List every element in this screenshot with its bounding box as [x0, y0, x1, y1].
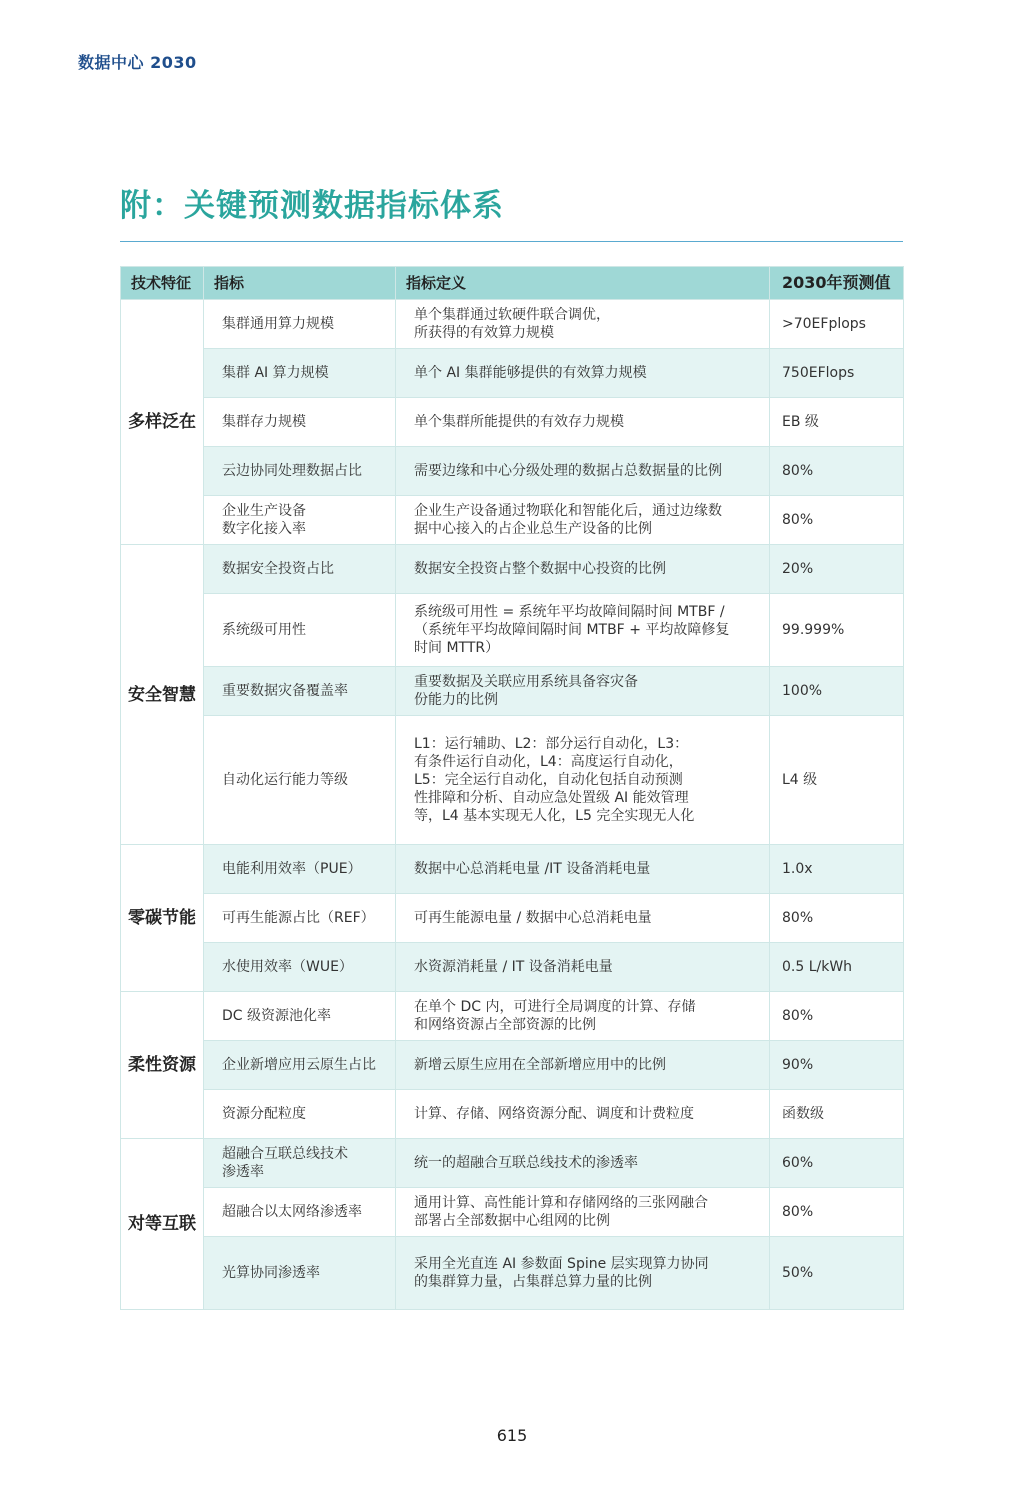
table-row	[121, 845, 904, 894]
page-number: 615	[496, 1426, 528, 1445]
metric-cell: 系统级可用性	[204, 594, 396, 667]
column-header-metric: 指标	[204, 267, 396, 300]
table-row	[121, 1090, 904, 1139]
category-cell: 多样泛在	[121, 300, 204, 545]
forecast-value-cell: 20%	[770, 545, 904, 594]
definition-cell: 计算、存储、网络资源分配、调度和计费粒度	[396, 1090, 770, 1139]
definition-cell: 可再生能源电量 / 数据中心总消耗电量	[396, 894, 770, 943]
column-header-feature: 技术特征	[121, 267, 204, 300]
metric-cell: 企业新增应用云原生占比	[204, 1041, 396, 1090]
metric-cell: 重要数据灾备覆盖率	[204, 667, 396, 716]
metric-cell: 光算协同渗透率	[204, 1237, 396, 1310]
metric-cell: 电能利用效率（PUE）	[204, 845, 396, 894]
table-row	[121, 447, 904, 496]
definition-cell: 数据安全投资占整个数据中心投资的比例	[396, 545, 770, 594]
forecast-value-cell: 80%	[770, 1188, 904, 1237]
definition-cell: 系统级可用性 = 系统年平均故障间隔时间 MTBF / （系统年平均故障间隔时间 MTBF + 平均故障修复 时间 MTTR）	[396, 594, 770, 667]
metric-cell: 自动化运行能力等级	[204, 716, 396, 845]
forecast-value-cell: L4 级	[770, 716, 904, 845]
metric-cell: 超融合互联总线技术 渗透率	[204, 1139, 396, 1188]
forecast-value-cell: 80%	[770, 894, 904, 943]
definition-cell: 重要数据及关联应用系统具备容灾备 份能力的比例	[396, 667, 770, 716]
table-row	[121, 716, 904, 845]
metric-cell: 可再生能源占比（REF）	[204, 894, 396, 943]
definition-cell: 单个集群通过软硬件联合调优， 所获得的有效算力规模	[396, 300, 770, 349]
metric-cell: 集群 AI 算力规模	[204, 349, 396, 398]
table-row	[121, 1139, 904, 1188]
category-cell: 对等互联	[121, 1139, 204, 1310]
metric-cell: 集群存力规模	[204, 398, 396, 447]
forecast-value-cell: 80%	[770, 992, 904, 1041]
metric-cell: 云边协同处理数据占比	[204, 447, 396, 496]
forecast-value-cell: 750EFlops	[770, 349, 904, 398]
forecast-value-cell: 50%	[770, 1237, 904, 1310]
metric-cell: 资源分配粒度	[204, 1090, 396, 1139]
definition-cell: 采用全光直连 AI 参数面 Spine 层实现算力协同 的集群算力量，占集群总算力量的比例	[396, 1237, 770, 1310]
definition-cell: 水资源消耗量 / IT 设备消耗电量	[396, 943, 770, 992]
table-row	[121, 496, 904, 545]
category-cell: 柔性资源	[121, 992, 204, 1139]
forecast-value-cell: 1.0x	[770, 845, 904, 894]
definition-cell: 在单个 DC 内，可进行全局调度的计算、存储 和网络资源占全部资源的比例	[396, 992, 770, 1041]
table-row	[121, 545, 904, 594]
table-row	[121, 594, 904, 667]
metric-cell: 企业生产设备 数字化接入率	[204, 496, 396, 545]
definition-cell: 单个集群所能提供的有效存力规模	[396, 398, 770, 447]
forecast-value-cell: 100%	[770, 667, 904, 716]
page-title: 附：关键预测数据指标体系	[120, 188, 504, 224]
table-header-row	[121, 267, 904, 300]
column-header-definition: 指标定义	[396, 267, 770, 300]
forecast-value-cell: 函数级	[770, 1090, 904, 1139]
definition-cell: 单个 AI 集群能够提供的有效算力规模	[396, 349, 770, 398]
definition-cell: 企业生产设备通过物联化和智能化后，通过边缘数 据中心接入的占企业总生产设备的比例	[396, 496, 770, 545]
forecast-value-cell: EB 级	[770, 398, 904, 447]
indicator-table	[120, 266, 904, 1310]
table-row	[121, 349, 904, 398]
table-row	[121, 398, 904, 447]
definition-cell: 需要边缘和中心分级处理的数据占总数据量的比例	[396, 447, 770, 496]
table-row	[121, 1188, 904, 1237]
definition-cell: 通用计算、高性能计算和存储网络的三张网融合 部署占全部数据中心组网的比例	[396, 1188, 770, 1237]
metric-cell: 水使用效率（WUE）	[204, 943, 396, 992]
table-row	[121, 943, 904, 992]
forecast-value-cell: 90%	[770, 1041, 904, 1090]
table-row	[121, 300, 904, 349]
forecast-value-cell: 80%	[770, 496, 904, 545]
forecast-value-cell: 99.999%	[770, 594, 904, 667]
table-row	[121, 894, 904, 943]
table-row	[121, 1041, 904, 1090]
metric-cell: DC 级资源池化率	[204, 992, 396, 1041]
definition-cell: 新增云原生应用在全部新增应用中的比例	[396, 1041, 770, 1090]
definition-cell: 统一的超融合互联总线技术的渗透率	[396, 1139, 770, 1188]
table-row	[121, 992, 904, 1041]
metric-cell: 集群通用算力规模	[204, 300, 396, 349]
forecast-value-cell: >70EFplops	[770, 300, 904, 349]
title-divider	[120, 241, 903, 242]
category-cell: 安全智慧	[121, 545, 204, 845]
document-header: 数据中心 2030	[78, 53, 197, 72]
definition-cell: L1：运行辅助、L2：部分运行自动化，L3： 有条件运行自动化，L4：高度运行自动化， L5：完全运行自动化，自动化包括自动预测 性排障和分析、自动应急处置级 AI 能效管理 等，L4 基本实现无人化，L5 完全实现无人化	[396, 716, 770, 845]
forecast-value-cell: 60%	[770, 1139, 904, 1188]
column-header-forecast: 2030年预测值	[770, 267, 904, 300]
category-cell: 零碳节能	[121, 845, 204, 992]
forecast-value-cell: 0.5 L/kWh	[770, 943, 904, 992]
metric-cell: 数据安全投资占比	[204, 545, 396, 594]
table-row	[121, 1237, 904, 1310]
metric-cell: 超融合以太网络渗透率	[204, 1188, 396, 1237]
forecast-value-cell: 80%	[770, 447, 904, 496]
table-row	[121, 667, 904, 716]
definition-cell: 数据中心总消耗电量 /IT 设备消耗电量	[396, 845, 770, 894]
